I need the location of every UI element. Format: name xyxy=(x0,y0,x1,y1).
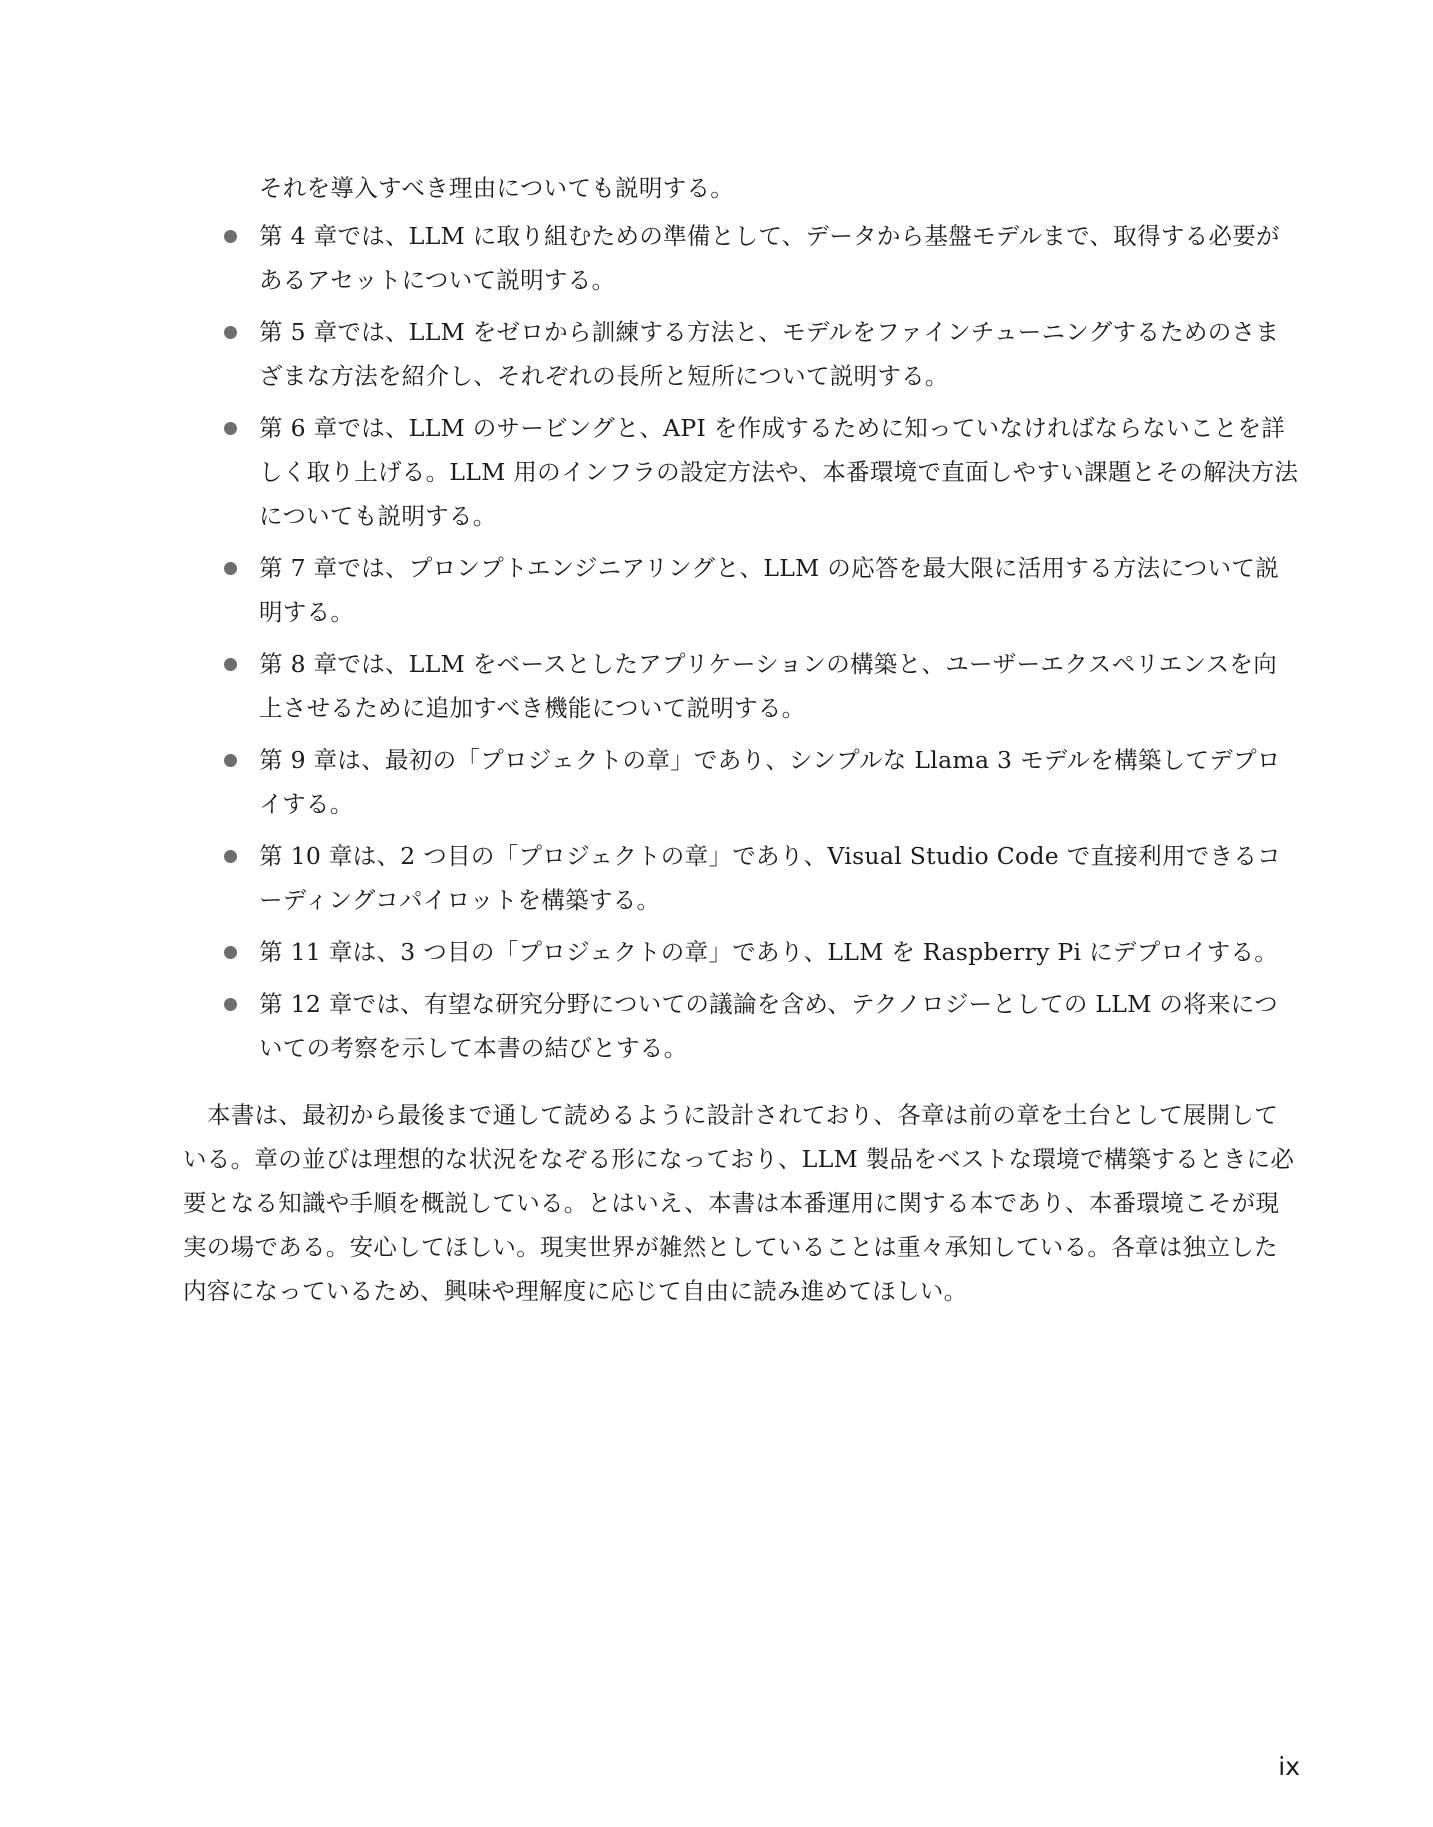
list-item-text: 第 7 章では、プロンプトエンジニアリングと、LLM の応答を最大限に活用する方法について説明する。 xyxy=(259,554,1279,626)
list-item xyxy=(220,310,1300,398)
list-item xyxy=(220,738,1300,826)
list-item-text: 第 6 章では、LLM のサービングと、API を作成するために知っていなければならないことを詳しく取り上げる。LLM 用のインフラの設定方法や、本番環境で直面しやすい課題とその解決方法についても説明する。 xyxy=(259,414,1299,530)
list-item xyxy=(220,214,1300,302)
list-item xyxy=(220,642,1300,730)
list-item-text: 第 4 章では、LLM に取り組むための準備として、データから基盤モデルまで、取得する必要があるアセットについて説明する。 xyxy=(259,222,1280,294)
list-item-text: 第 8 章では、LLM をベースとしたアプリケーションの構築と、ユーザーエクスペリエンスを向上させるために追加すべき機能について説明する。 xyxy=(259,650,1277,722)
bullet-icon xyxy=(224,422,237,435)
continuation-text: それを導入すべき理由についても説明する。 xyxy=(259,174,735,202)
list-item-text: 第 9 章は、最初の「プロジェクトの章」であり、シンプルな Llama 3 モデルを構築してデプロイする。 xyxy=(259,746,1281,818)
page-number: ix xyxy=(1278,1752,1300,1781)
list-item xyxy=(220,546,1300,634)
list-item-text: 第 12 章では、有望な研究分野についての議論を含め、テクノロジーとしての LLM の将来についての考察を示して本書の結びとする。 xyxy=(259,990,1278,1062)
bullet-icon xyxy=(224,326,237,339)
list-item xyxy=(220,406,1300,538)
list-item-text: 第 11 章は、3 つ目の「プロジェクトの章」であり、LLM を Raspberry Pi にデプロイする。 xyxy=(259,938,1279,966)
list-item-text: 第 5 章では、LLM をゼロから訓練する方法と、モデルをファインチューニングするためのさまざまな方法を紹介し、それぞれの長所と短所について説明する。 xyxy=(259,318,1280,390)
bullet-icon xyxy=(224,230,237,243)
list-item xyxy=(220,930,1300,974)
list-item xyxy=(220,834,1300,922)
bullet-icon xyxy=(224,754,237,767)
bullet-icon xyxy=(224,850,237,863)
list-item xyxy=(220,982,1300,1070)
bullet-icon xyxy=(224,998,237,1011)
bullet-icon xyxy=(224,658,237,671)
chapter-bullet-list xyxy=(220,214,1300,1078)
bullet-icon xyxy=(224,562,237,575)
list-item-text: 第 10 章は、2 つ目の「プロジェクトの章」であり、Visual Studio Code で直接利用できるコーディングコパイロットを構築する。 xyxy=(259,842,1281,914)
body-paragraph: 本書は、最初から最後まで通して読めるように設計されており、各章は前の章を土台として展開している。章の並びは理想的な状況をなぞる形になっており、LLM 製品をベストな環境で構築するときに必要となる知識や手順を概説している。とはいえ、本書は本番運用に関する本であり、本番環境こそが現実の場である。安心してほしい。現実世界が雑然としていることは重々承知している。各章は独立した内容になっているため、興味や理解度に応じて自由に読み進めてほしい。 xyxy=(183,1101,1295,1305)
bullet-icon xyxy=(224,946,237,959)
